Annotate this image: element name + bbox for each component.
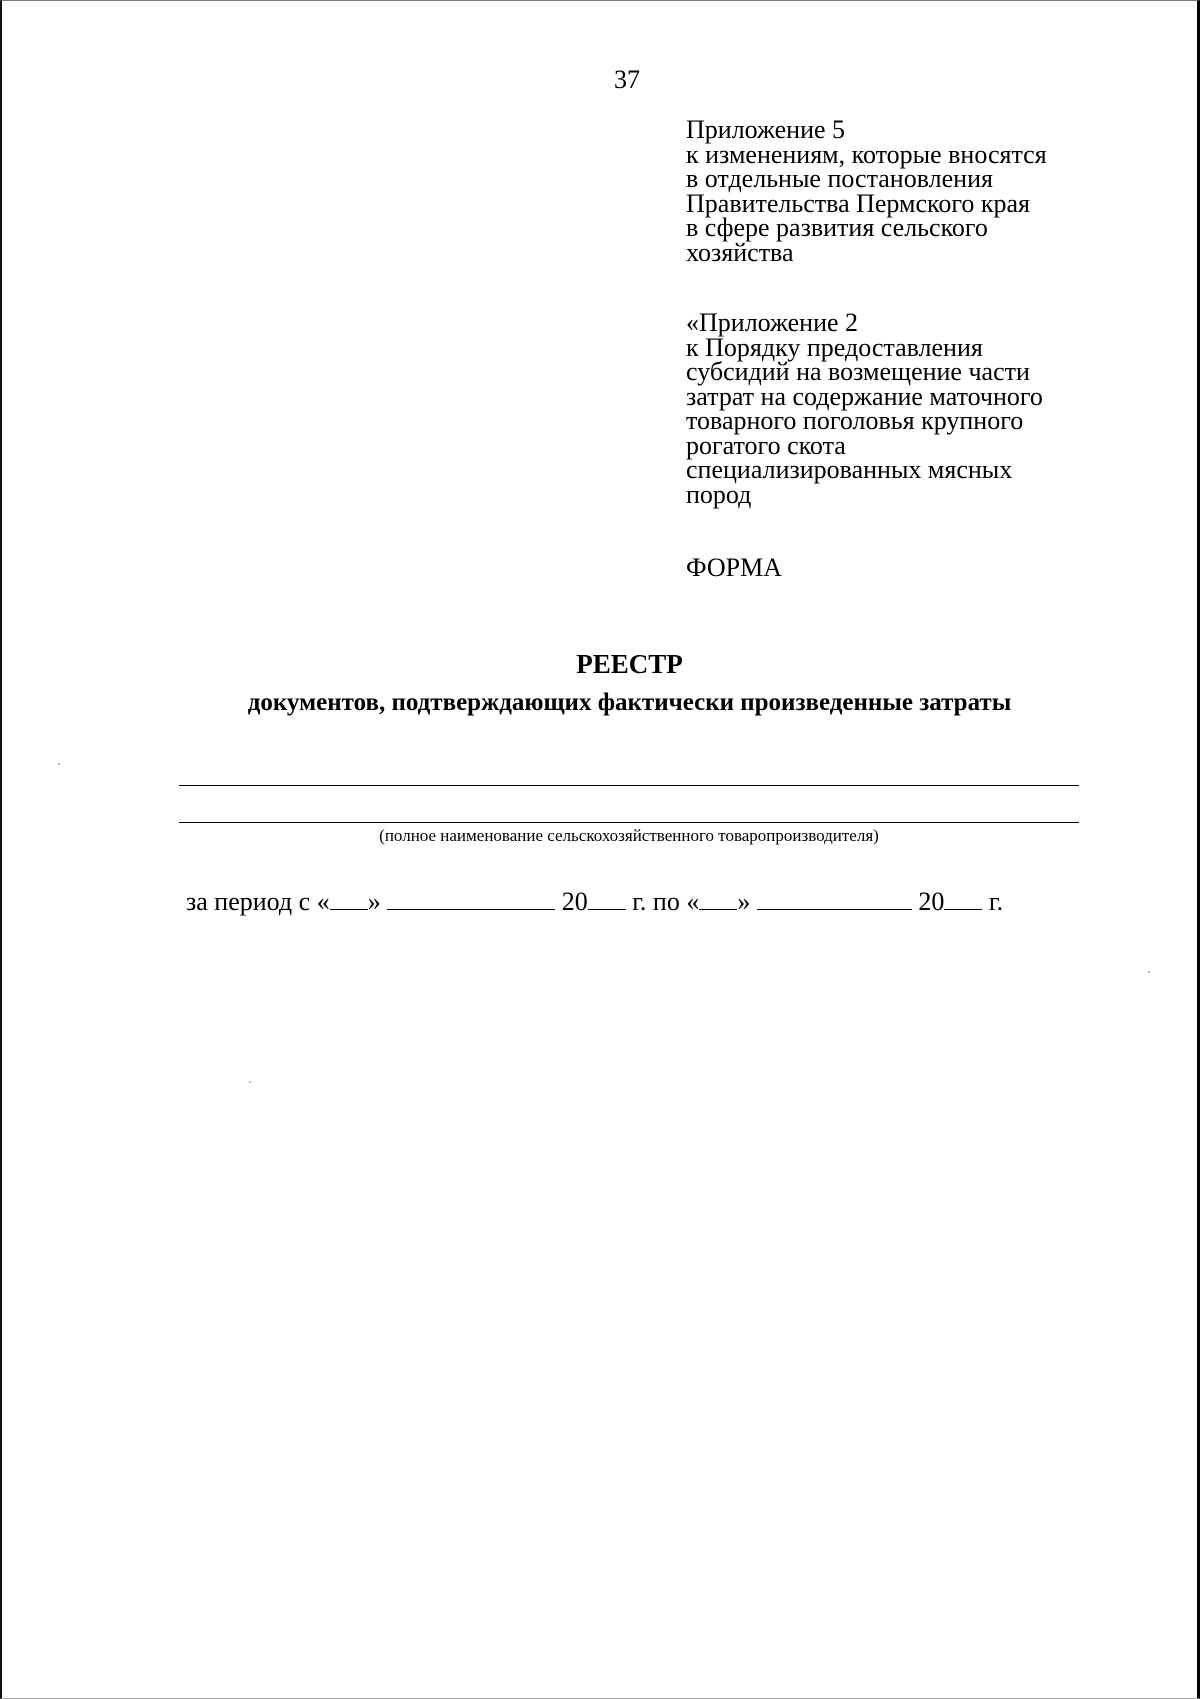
to-day-blank: [699, 887, 737, 910]
to-month-blank: [757, 887, 912, 910]
period-suffix: г.: [988, 887, 1004, 916]
from-day-blank: [330, 887, 368, 910]
close-quote: »: [737, 887, 751, 916]
annex-2-line: субсидий на возмещение части: [686, 357, 1030, 386]
annex-2-line: к Порядку предоставления: [686, 332, 983, 362]
annex-5-line: в сфере развития сельского: [686, 213, 988, 242]
period-row: [186, 887, 1086, 917]
registry-subtitle: документов, подтверждающих фактически произведенные затраты: [247, 689, 1012, 716]
year-prefix: 20: [918, 887, 945, 916]
annex-5-header: [686, 115, 1106, 267]
annex-2-header: [686, 308, 1106, 509]
annex-2-line: пород: [686, 479, 752, 509]
annex-5-line: к изменениям, которые вносятся: [686, 139, 1047, 169]
annex-2-line: «Приложение 2: [686, 308, 859, 337]
annex-5-line: Приложение 5: [686, 115, 846, 144]
annex-5-line: в отдельные постановления: [686, 164, 993, 193]
year-prefix: 20: [561, 887, 588, 916]
from-month-blank: [387, 887, 555, 910]
period-middle: г. по «: [632, 887, 700, 916]
page-number: 37: [614, 65, 640, 94]
annex-2-line: товарного поголовья крупного: [686, 406, 1024, 435]
registry-title: РЕЕСТР: [576, 649, 683, 679]
scan-speck: [1148, 971, 1150, 973]
producer-name-line-2: [179, 822, 1079, 823]
producer-name-caption: (полное наименование сельскохозяйственного товаропроизводителя): [379, 826, 879, 845]
period-prefix: за период с «: [186, 887, 330, 916]
form-label: ФОРМА: [686, 553, 782, 582]
producer-name-line-1: [179, 785, 1079, 786]
annex-2-line: специализированных мясных: [686, 455, 1013, 484]
scan-speck: [249, 1081, 251, 1083]
annex-5-line: хозяйства: [686, 237, 794, 267]
to-year-blank: [944, 887, 982, 910]
scan-speck: [58, 763, 60, 765]
annex-5-line: Правительства Пермского края: [686, 188, 1030, 218]
close-quote: »: [367, 887, 381, 916]
annex-2-line: затрат на содержание маточного: [686, 381, 1043, 411]
annex-2-line: рогатого скота: [686, 430, 846, 460]
from-year-blank: [588, 887, 626, 910]
